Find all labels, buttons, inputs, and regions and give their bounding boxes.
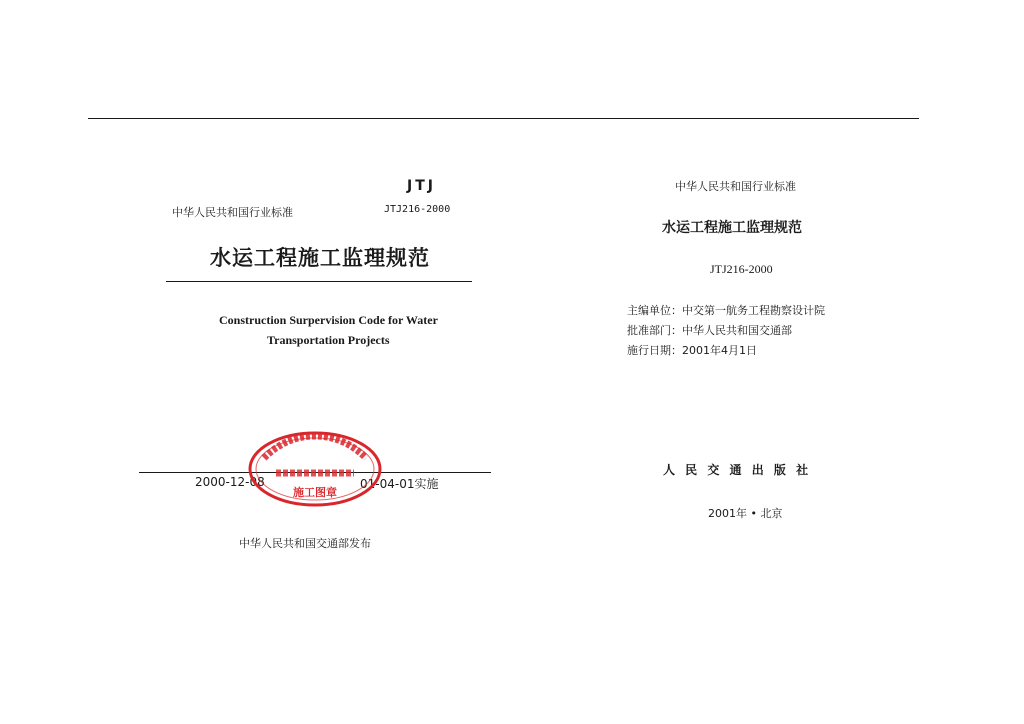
publisher: 中华人民共和国交通部发布 [239, 537, 371, 550]
page-title: 水运工程施工监理规范 [210, 246, 430, 270]
top-rule [88, 118, 919, 119]
red-seal [246, 428, 384, 510]
title-underline [166, 281, 472, 282]
header-label: 中华人民共和国行业标准 [675, 180, 796, 193]
press-name: 人 民 交 通 出 版 社 [663, 463, 812, 477]
page-title: 水运工程施工监理规范 [662, 220, 802, 236]
standard-code: JTJ216-2000 [384, 204, 451, 215]
place-date: 2001年 • 北京 [708, 507, 783, 520]
english-title-line2: Transportation Projects [267, 333, 390, 347]
english-title-line1: Construction Surpervision Code for Water [219, 313, 438, 327]
editor-line: 主编单位：中交第一航务工程勘察设计院 [627, 304, 825, 317]
series-code: JTJ [407, 178, 436, 194]
approver-line: 批准部门：中华人民共和国交通部 [627, 324, 792, 337]
standard-code: JTJ216-2000 [710, 262, 773, 276]
issue-date: 2000-12-08 [195, 475, 265, 489]
effective-date: 01-04-01实施 [360, 477, 439, 491]
seal-text: 施工图章 [293, 486, 337, 499]
effective-line: 施行日期：2001年4月1日 [627, 344, 757, 357]
header-label: 中华人民共和国行业标准 [172, 206, 293, 219]
